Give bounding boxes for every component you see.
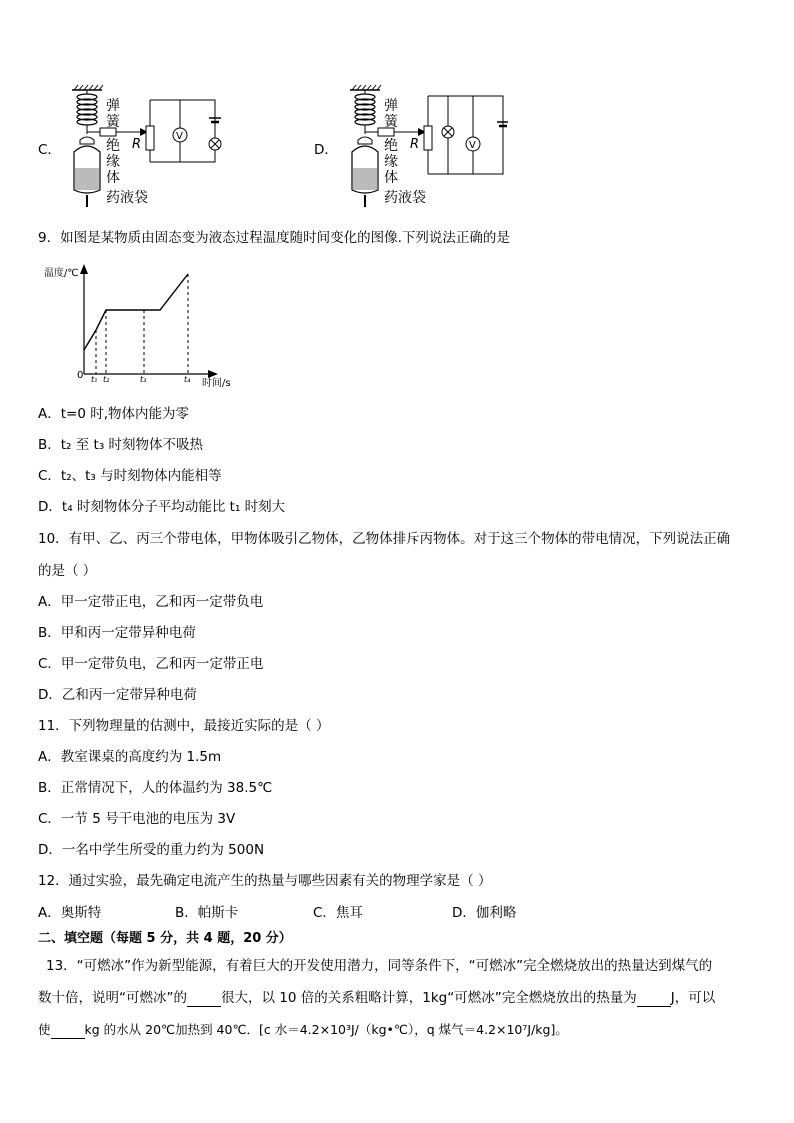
tick-t3: t₃ bbox=[140, 375, 147, 384]
svg-text:V: V bbox=[469, 140, 476, 151]
tick-t4: t₄ bbox=[184, 375, 191, 384]
svg-text:缘: 缘 bbox=[106, 154, 120, 170]
tick-t2: t₂ bbox=[103, 375, 110, 384]
q13-line2-c: J，可以 bbox=[670, 990, 716, 1006]
blank-2[interactable] bbox=[637, 992, 671, 1007]
blank-3[interactable] bbox=[51, 1024, 85, 1039]
blank-1[interactable] bbox=[187, 992, 221, 1007]
q12-stem: 12．通过实验，最先确定电流产生的热量与哪些因素有关的物理学家是（ ） bbox=[38, 873, 492, 889]
q10-option-a: A．甲一定带正电，乙和丙一定带负电 bbox=[38, 594, 264, 610]
svg-text:绝: 绝 bbox=[384, 138, 398, 154]
graph-xlabel: 时间/s bbox=[202, 378, 231, 389]
q12-option-a: A．奥斯特 bbox=[38, 905, 102, 921]
q10-option-c: C．甲一定带负电，乙和丙一定带正电 bbox=[38, 656, 264, 672]
q12-option-b: B．帕斯卡 bbox=[175, 905, 239, 921]
q10-option-d: D．乙和丙一定带异种电荷 bbox=[38, 687, 197, 703]
svg-text:簧: 簧 bbox=[384, 114, 398, 130]
temperature-time-graph bbox=[40, 262, 245, 390]
q10-stem-line2: 的是（ ） bbox=[38, 563, 97, 579]
q13-line2-a: 数十倍，说明“可燃冰”的 bbox=[38, 990, 187, 1006]
q11-option-c: C．一节 5 号干电池的电压为 3V bbox=[38, 811, 236, 827]
svg-text:弹: 弹 bbox=[106, 98, 120, 114]
svg-text:V: V bbox=[176, 131, 183, 142]
q11-option-b: B．正常情况下，人的体温约为 38.5℃ bbox=[38, 780, 273, 796]
option-c-label: C． bbox=[38, 142, 61, 158]
option-d-label: D． bbox=[314, 142, 338, 158]
q13-line3-a: 使 bbox=[38, 1022, 51, 1037]
tick-t1: t₁ bbox=[91, 375, 98, 384]
q10-stem-line1: 10．有甲、乙、丙三个带电体，甲物体吸引乙物体，乙物体排斥丙物体。对于这三个物体的带电情况，下列说法正确 bbox=[38, 531, 731, 547]
q11-stem: 11．下列物理量的估测中，最接近实际的是（ ） bbox=[38, 718, 330, 734]
svg-text:R: R bbox=[410, 137, 420, 152]
graph-origin: 0 bbox=[77, 370, 84, 381]
svg-text:绝: 绝 bbox=[106, 138, 120, 154]
q9-option-b: B．t₂ 至 t₃ 时刻物体不吸热 bbox=[38, 437, 204, 453]
q9-stem: 9．如图是某物质由固态变为液态过程温度随时间变化的图像.下列说法正确的是 bbox=[38, 230, 510, 246]
q12-option-c: C．焦耳 bbox=[313, 905, 363, 921]
graph-ylabel: 温度/℃ bbox=[44, 268, 79, 279]
section-heading: 二、填空题（每题 5 分，共 4 题，20 分） bbox=[38, 931, 292, 946]
q13-line3 bbox=[38, 1021, 568, 1039]
svg-text:弹: 弹 bbox=[384, 98, 398, 114]
q9-option-c: C．t₂、t₃ 与时刻物体内能相等 bbox=[38, 468, 222, 484]
q13-line2 bbox=[38, 989, 715, 1007]
q11-option-a: A．教室课桌的高度约为 1.5m bbox=[38, 749, 222, 765]
q10-option-b: B．甲和丙一定带异种电荷 bbox=[38, 625, 196, 641]
svg-text:体: 体 bbox=[384, 170, 398, 186]
q12-option-d: D．伽利略 bbox=[452, 905, 517, 921]
q13-line2-b: 很大，以 10 倍的关系粗略计算，1kg“可燃冰”完全燃烧放出的热量为 bbox=[221, 990, 637, 1006]
svg-text:簧: 簧 bbox=[106, 114, 120, 130]
figure-d-circuit bbox=[338, 82, 508, 212]
svg-text:R: R bbox=[132, 137, 142, 152]
q9-option-a: A．t=0 时,物体内能为零 bbox=[38, 406, 190, 422]
svg-text:药液袋: 药液袋 bbox=[384, 190, 426, 206]
svg-text:缘: 缘 bbox=[384, 154, 398, 170]
q11-option-d: D．一名中学生所受的重力约为 500N bbox=[38, 842, 265, 858]
svg-text:体: 体 bbox=[106, 170, 120, 186]
q13-line3-b: kg 的水从 20℃加热到 40℃．[c 水＝4.2×10³J/（kg•℃），q 煤气＝4.2×10⁷J/kg]。 bbox=[84, 1022, 568, 1037]
figure-c-circuit bbox=[60, 82, 225, 212]
q9-option-d: D．t₄ 时刻物体分子平均动能比 t₁ 时刻大 bbox=[38, 499, 286, 515]
q13-line1: 13．“可燃冰”作为新型能源，有着巨大的开发使用潜力，同等条件下，“可燃冰”完全燃烧放出的热量达到煤气的 bbox=[46, 958, 713, 974]
svg-text:药液袋: 药液袋 bbox=[106, 190, 148, 206]
